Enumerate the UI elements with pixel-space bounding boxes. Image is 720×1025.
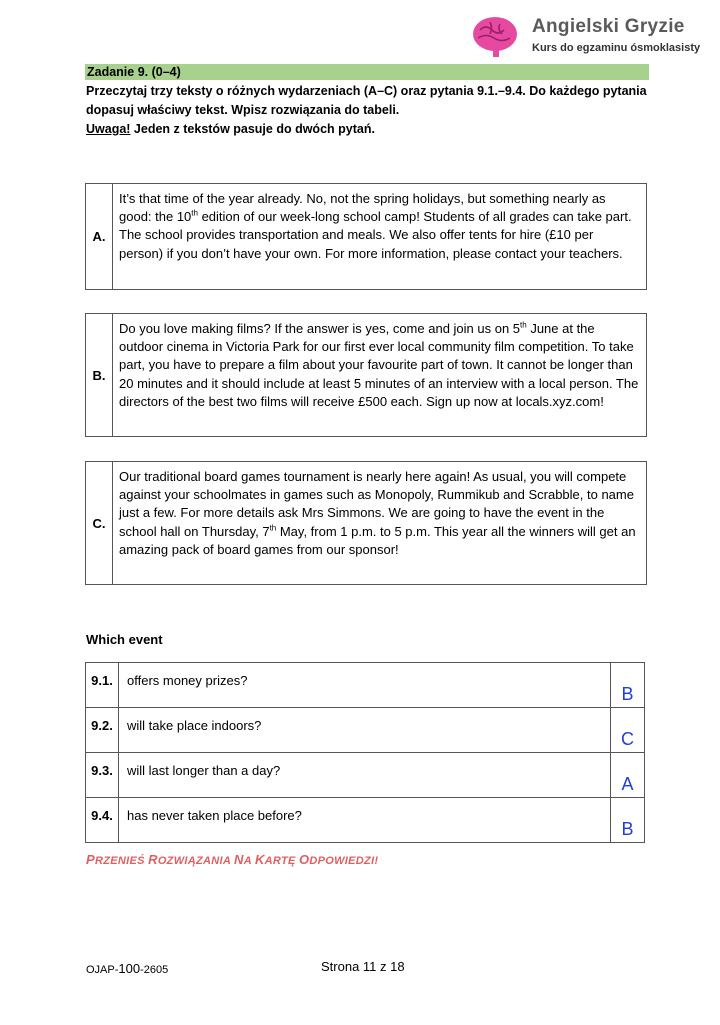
text-body: Do you love making films? If the answer is yes, come and join us on 5th June at the outdoor cinema in Victoria Park for our first ever local community film competition. To take part, you have to prepare a film about your favourite part of town. It cannot be longer than 20 minutes and it should include at least 5 minutes of an interview with a local person. The directors of the best two films will receive £500 each. Sign up now at locals.xyz.com! bbox=[119, 320, 639, 409]
question-number: 9.2. bbox=[86, 708, 119, 753]
table-row bbox=[86, 753, 645, 798]
which-event-label: Which event bbox=[86, 632, 163, 647]
text-body: Our traditional board games tournament is nearly here again! As usual, you will compete against your schoolmates in games such as Monopoly, Rummikub and Scrabble, to name just a few. For more details ask Mrs Simmons. We are going to have the event in the school hall on Thursday, 7th May, from 1 p.m. to 5 p.m. This year all the winners will get an amazing pack of board games from our sponsor! bbox=[119, 469, 636, 557]
question-text: has never taken place before? bbox=[119, 798, 611, 843]
table-row bbox=[86, 708, 645, 753]
brand-tagline: Kurs do egzaminu ósmoklasisty bbox=[532, 42, 701, 54]
logo bbox=[470, 12, 710, 62]
question-text: will take place indoors? bbox=[119, 708, 611, 753]
task-instruction bbox=[86, 82, 651, 139]
question-table bbox=[85, 662, 645, 843]
question-text: will last longer than a day? bbox=[119, 753, 611, 798]
text-box-c bbox=[85, 461, 647, 585]
text-letter: B. bbox=[86, 314, 113, 436]
brand-name: Angielski Gryzie bbox=[532, 16, 685, 37]
page-number: Strona 11 z 18 bbox=[321, 959, 405, 974]
text-box-b bbox=[85, 313, 647, 437]
note-text: Jeden z tekstów pasuje do dwóch pytań. bbox=[130, 122, 375, 136]
note-label: Uwaga! bbox=[86, 122, 131, 136]
question-number: 9.3. bbox=[86, 753, 119, 798]
answer-cell[interactable]: A bbox=[611, 753, 645, 798]
question-number: 9.1. bbox=[86, 663, 119, 708]
text-letter: C. bbox=[86, 462, 113, 584]
instruction-text: Przeczytaj trzy teksty o różnych wydarzeniach (A–C) oraz pytania 9.1.–9.4. Do każdego pytania dopasuj właściwy tekst. Wpisz rozwiązania do tabeli. bbox=[86, 84, 647, 117]
brain-icon bbox=[470, 14, 520, 58]
task-title: Zadanie 9. (0–4) bbox=[85, 64, 649, 80]
table-row bbox=[86, 663, 645, 708]
transfer-instruction: PRZENIEŚ ROZWIĄZANIA NA KARTĘ ODPOWIEDZI! bbox=[86, 852, 379, 867]
question-text: offers money prizes? bbox=[119, 663, 611, 708]
question-number: 9.4. bbox=[86, 798, 119, 843]
answer-cell[interactable]: B bbox=[611, 663, 645, 708]
text-body: It’s that time of the year already. No, not the spring holidays, but something nearly as good: the 10th edition of our week-long school camp! Students of all grades can take part. The school provides transportation and meals. We also offer tents for hire (£10 per person) if you don’t have your own. For more information, please contact your teachers. bbox=[119, 191, 632, 261]
exam-code: OJAP-100-2605 bbox=[86, 961, 169, 976]
text-letter: A. bbox=[86, 184, 113, 289]
table-row bbox=[86, 798, 645, 843]
answer-cell[interactable]: B bbox=[611, 798, 645, 843]
text-box-a bbox=[85, 183, 647, 290]
answer-cell[interactable]: C bbox=[611, 708, 645, 753]
